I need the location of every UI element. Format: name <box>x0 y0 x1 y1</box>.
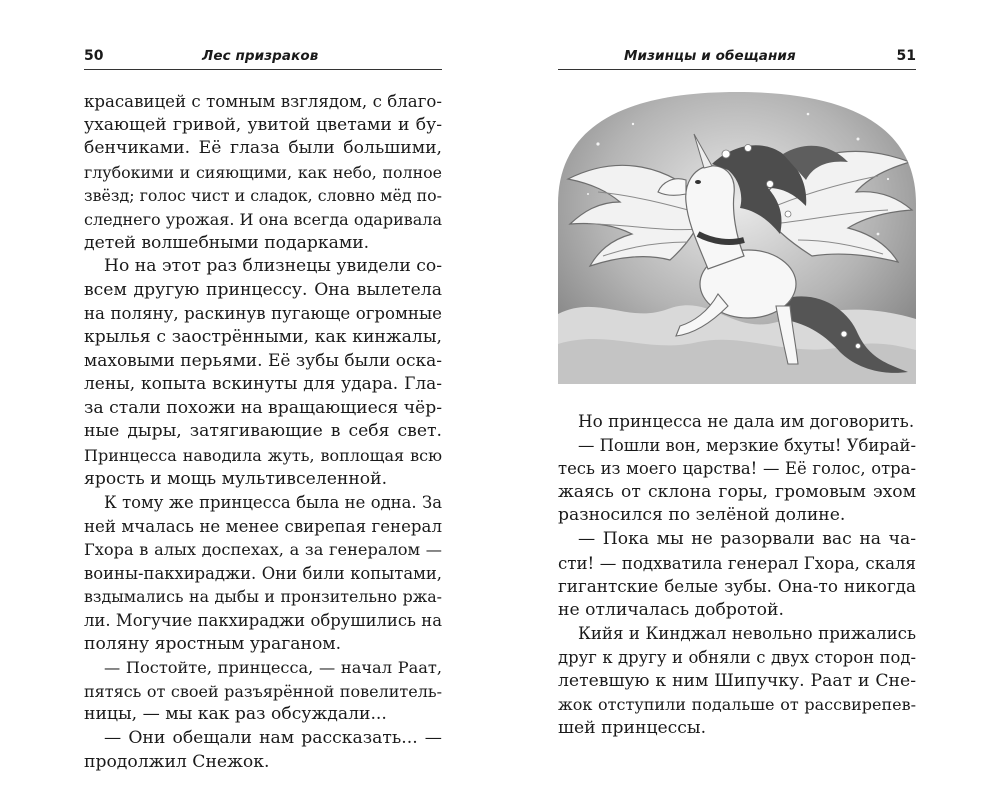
text-line: лены, копыта вскинуты для удара. Гла- <box>84 374 442 395</box>
text-line: следнего урожая. И она всегда одаривала <box>84 209 442 229</box>
text-line: красавицей с томным взглядом, с благо- <box>84 92 442 111</box>
text-line: на поляну, раскинув пугающе огромные <box>84 304 442 324</box>
text-line: вздымались на дыбы и пронзительно ржа- <box>84 587 442 607</box>
page-number-left: 50 <box>84 48 104 64</box>
text-line: жаясь от склона горы, громовым эхом <box>558 481 916 502</box>
text-line: детей волшебными подарками. <box>84 232 370 253</box>
text-line: крылья с заострёнными, как кинжалы, <box>84 326 442 347</box>
text-line: ярость и мощь мультивселенной. <box>84 468 388 489</box>
right-page <box>500 0 1000 794</box>
text-line: звёзд; голос чист и сладок, словно мёд по- <box>84 186 442 206</box>
right-page-text <box>558 410 916 740</box>
text-line: ницы, — мы как раз обсуждали... <box>84 704 387 725</box>
text-line: Гхора в алых доспехах, а за генералом — <box>84 540 442 560</box>
text-line: бенчиками. Её глаза были большими, <box>84 138 442 159</box>
text-line: сти! — подхватила генерал Гхора, скаля <box>558 553 916 573</box>
text-line: маховыми перьями. Её зубы были оска- <box>84 350 442 371</box>
text-line: — Пошли вон, мерзкие бхуты! Убирай- <box>578 435 916 455</box>
running-title-right: Мизинцы и обещания <box>624 48 796 64</box>
text-line: Кийя и Кинджал невольно прижались <box>578 624 916 644</box>
text-line: Но на этот раз близнецы увидели со- <box>104 256 442 277</box>
text-line: пятясь от своей разъярённой повелитель- <box>84 681 442 701</box>
text-line: — Пока мы не разорвали вас на ча- <box>578 528 916 549</box>
text-line: ли. Могучие пакхираджи обрушились на <box>84 611 442 631</box>
text-line: друг к другу и обняли с двух сторон под- <box>558 647 916 667</box>
text-line: не отличалась добротой. <box>558 599 784 620</box>
text-line: воины-пакхираджи. Они били копытами, <box>84 563 442 583</box>
text-line: тесь из моего царства! — Её голос, отра- <box>558 459 916 479</box>
winged-unicorn-illustration <box>558 84 916 384</box>
text-line: летевшую к ним Шипучку. Раат и Сне- <box>558 670 916 691</box>
page-number-right: 51 <box>896 48 916 64</box>
left-page-text <box>84 90 442 774</box>
text-line: К тому же принцесса была не одна. За <box>104 493 442 513</box>
text-line: шей принцессы. <box>558 717 707 738</box>
text-line: — Они обещали нам рассказать... — <box>104 728 442 749</box>
text-line: всем другую принцессу. Она вылетела <box>84 279 442 300</box>
right-running-header <box>558 46 916 68</box>
header-rule-right <box>558 69 916 70</box>
text-line: Принцесса наводила жуть, воплощая всю <box>84 445 442 465</box>
text-line: за стали похожи на вращающиеся чёр- <box>84 397 442 418</box>
text-line: продолжил Снежок. <box>84 751 270 772</box>
text-line: поляну яростным ураганом. <box>84 633 342 654</box>
text-line: ные дыры, затягивающие в себя свет. <box>84 421 442 442</box>
header-rule-left <box>84 69 442 70</box>
text-line: — Постойте, принцесса, — начал Раат, <box>104 658 442 678</box>
text-line: жок отступили подальше от рассвирепев- <box>558 695 916 715</box>
text-line: Но принцесса не дала им договорить. <box>578 411 915 431</box>
running-title-left: Лес призраков <box>202 48 319 64</box>
text-line: ней мчалась не менее свирепая генерал <box>84 516 442 536</box>
text-line: разносился по зелёной долине. <box>558 505 846 526</box>
text-line: ухающей гривой, увитой цветами и бу- <box>84 114 442 135</box>
text-line: гигантские белые зубы. Она-то никогда <box>558 576 916 597</box>
text-line: глубокими и сияющими, как небо, полное <box>84 162 442 182</box>
left-running-header <box>84 46 442 68</box>
